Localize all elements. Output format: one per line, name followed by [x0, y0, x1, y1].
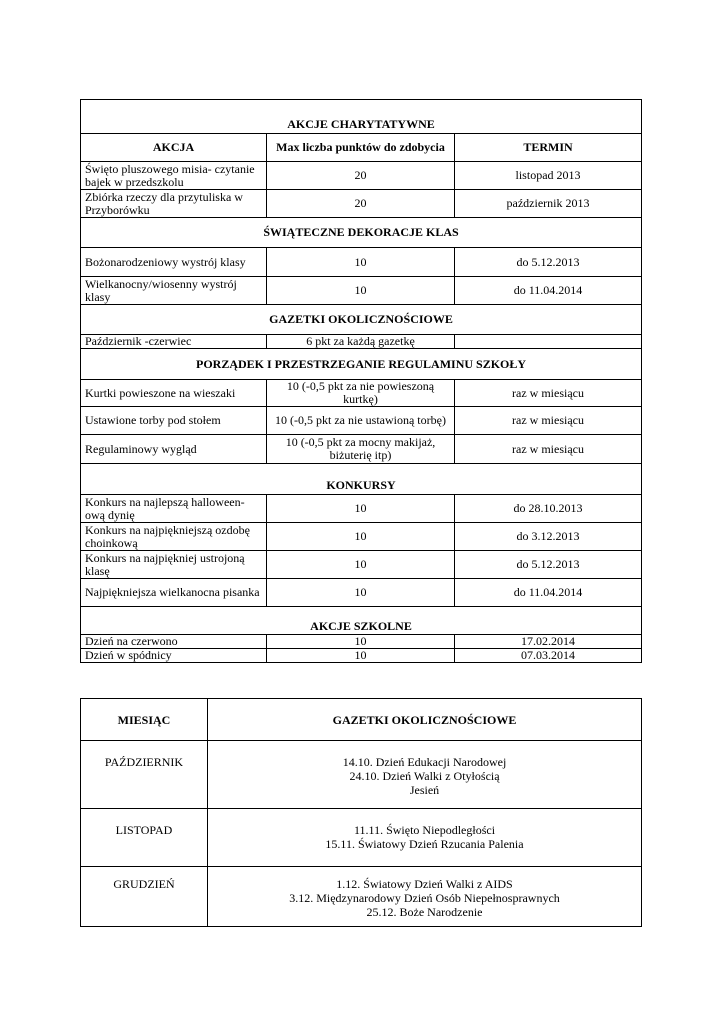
row-max: 10: [267, 495, 455, 523]
row-max: 6 pkt za każdą gazetkę: [267, 335, 455, 349]
header-max-points: Max liczba punktów do zdobycia: [267, 134, 455, 162]
row-akcja: Dzień na czerwono: [81, 635, 267, 649]
row-max: 20: [267, 162, 455, 190]
row-max: 10: [267, 248, 455, 277]
row-termin: październik 2013: [455, 190, 642, 218]
row-max: 10: [267, 523, 455, 551]
row-max: 10 (-0,5 pkt za mocny makijaż, biżuterię itp): [267, 435, 455, 464]
event-line: 14.10. Dzień Edukacji Narodowej: [342, 755, 507, 769]
month-cell: LISTOPAD: [81, 809, 208, 867]
row-termin: do 28.10.2013: [455, 495, 642, 523]
events-cell: [208, 867, 642, 927]
events-cell: [208, 809, 642, 867]
header-termin: TERMIN: [455, 134, 642, 162]
row-max: 10: [267, 635, 455, 649]
row-akcja: Konkurs na najpiękniej ustrojoną klasę: [81, 551, 267, 579]
row-termin: [455, 335, 642, 349]
row-max: 10: [267, 649, 455, 663]
month-cell: GRUDZIEŃ: [81, 867, 208, 927]
event-line: 15.11. Światowy Dzień Rzucania Palenia: [325, 837, 524, 851]
row-termin: do 11.04.2014: [455, 579, 642, 607]
row-max: 20: [267, 190, 455, 218]
events-cell: [208, 741, 642, 809]
row-termin: raz w miesiącu: [455, 380, 642, 407]
event-line: Jesień: [409, 783, 440, 797]
section-title: KONKURSY: [81, 464, 642, 495]
section-title: AKCJE CHARYTATYWNE: [81, 100, 642, 134]
row-max: 10: [267, 551, 455, 579]
row-akcja: Ustawione torby pod stołem: [81, 407, 267, 435]
row-akcja: Kurtki powieszone na wieszaki: [81, 380, 267, 407]
row-termin: 07.03.2014: [455, 649, 642, 663]
row-akcja: Październik -czerwiec: [81, 335, 267, 349]
row-termin: 17.02.2014: [455, 635, 642, 649]
row-max: 10 (-0,5 pkt za nie powieszoną kurtkę): [267, 380, 455, 407]
gazetki-table: [80, 698, 642, 927]
event-line: 3.12. Międzynarodowy Dzień Osób Niepełnosprawnych: [289, 891, 560, 905]
row-akcja: Regulaminowy wygląd: [81, 435, 267, 464]
header-gazetki: GAZETKI OKOLICZNOŚCIOWE: [208, 699, 642, 741]
section-title: PORZĄDEK I PRZESTRZEGANIE REGULAMINU SZKOŁY: [81, 349, 642, 380]
event-line: 24.10. Dzień Walki z Otyłością: [349, 769, 500, 783]
row-akcja: Konkurs na najlepszą halloween-ową dynię: [81, 495, 267, 523]
row-max: 10: [267, 579, 455, 607]
section-title: GAZETKI OKOLICZNOŚCIOWE: [81, 305, 642, 335]
row-termin: do 11.04.2014: [455, 277, 642, 305]
row-termin: raz w miesiącu: [455, 435, 642, 464]
row-termin: do 5.12.2013: [455, 551, 642, 579]
row-akcja: Zbiórka rzeczy dla przytuliska w Przyborówku: [81, 190, 267, 218]
header-akcja: AKCJA: [81, 134, 267, 162]
row-termin: do 5.12.2013: [455, 248, 642, 277]
section-title: ŚWIĄTECZNE DEKORACJE KLAS: [81, 218, 642, 248]
row-termin: do 3.12.2013: [455, 523, 642, 551]
month-cell: PAŹDZIERNIK: [81, 741, 208, 809]
row-akcja: Wielkanocny/wiosenny wystrój klasy: [81, 277, 267, 305]
row-akcja: Dzień w spódnicy: [81, 649, 267, 663]
row-max: 10: [267, 277, 455, 305]
row-termin: raz w miesiącu: [455, 407, 642, 435]
header-miesiac: MIESIĄC: [81, 699, 208, 741]
row-max: 10 (-0,5 pkt za nie ustawioną torbę): [267, 407, 455, 435]
row-termin: listopad 2013: [455, 162, 642, 190]
event-line: 11.11. Święto Niepodległości: [353, 823, 496, 837]
event-line: 25.12. Boże Narodzenie: [366, 905, 483, 919]
points-table: [80, 99, 642, 663]
row-akcja: Święto pluszowego misia- czytanie bajek w przedszkolu: [81, 162, 267, 190]
section-title: AKCJE SZKOLNE: [81, 607, 642, 635]
row-akcja: Bożonarodzeniowy wystrój klasy: [81, 248, 267, 277]
row-akcja: Najpiękniejsza wielkanocna pisanka: [81, 579, 267, 607]
row-akcja: Konkurs na najpiękniejszą ozdobę choinkową: [81, 523, 267, 551]
event-line: 1.12. Światowy Dzień Walki z AIDS: [336, 877, 513, 891]
